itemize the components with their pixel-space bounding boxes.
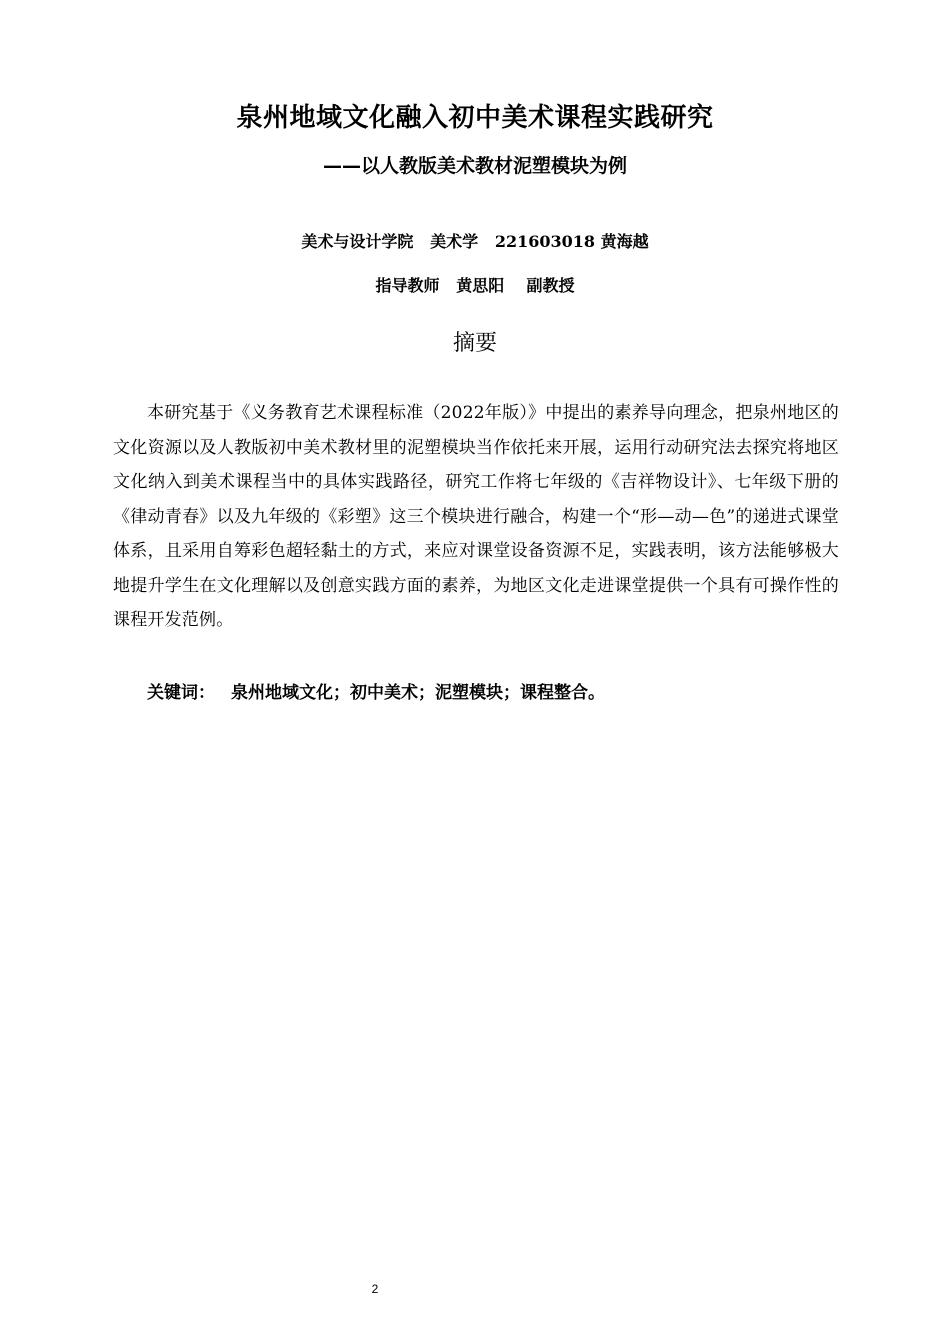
abstract-body: 本研究基于《义务教育艺术课程标准（2022年版）》中提出的素养导向理念，把泉州地区的文化资源以及人教版初中美术教材里的泥塑模块当作依托来开展，运用行动研究法去探究将地区文化纳入到美术课程当中的具体实践路径，研究工作将七年级的《吉祥物设计》、七年级下册的《律动青春》以及九年级的《彩塑》这三个模块进行融合，构建一个“形—动—色”的递进式课堂体系，且采用自筹彩色超轻黏土的方式，来应对课堂设备资源不足，实践表明，该方法能够极大地提升学生在文化理解以及创意实践方面的素养，为地区文化走进课堂提供一个具有可操作性的课程开发范例。	[113, 403, 839, 630]
abstract-heading: 摘要	[452, 331, 497, 356]
keywords-label: 关键词：	[147, 683, 215, 703]
author-line: 美术与设计学院 美术学 221603018 黄海越	[301, 232, 649, 251]
paper-title: 泉州地域文化融入初中美术课程实践研究	[236, 103, 714, 133]
page-number: 2	[371, 1282, 379, 1296]
keywords-text: 泉州地域文化；初中美术；泥塑模块；课程整合。	[231, 683, 605, 703]
advisor-line: 指导教师 黄思阳 副教授	[375, 276, 575, 295]
paper-subtitle: ——以人教版美术教材泥塑模块为例	[322, 155, 627, 177]
keywords-line	[147, 676, 847, 710]
